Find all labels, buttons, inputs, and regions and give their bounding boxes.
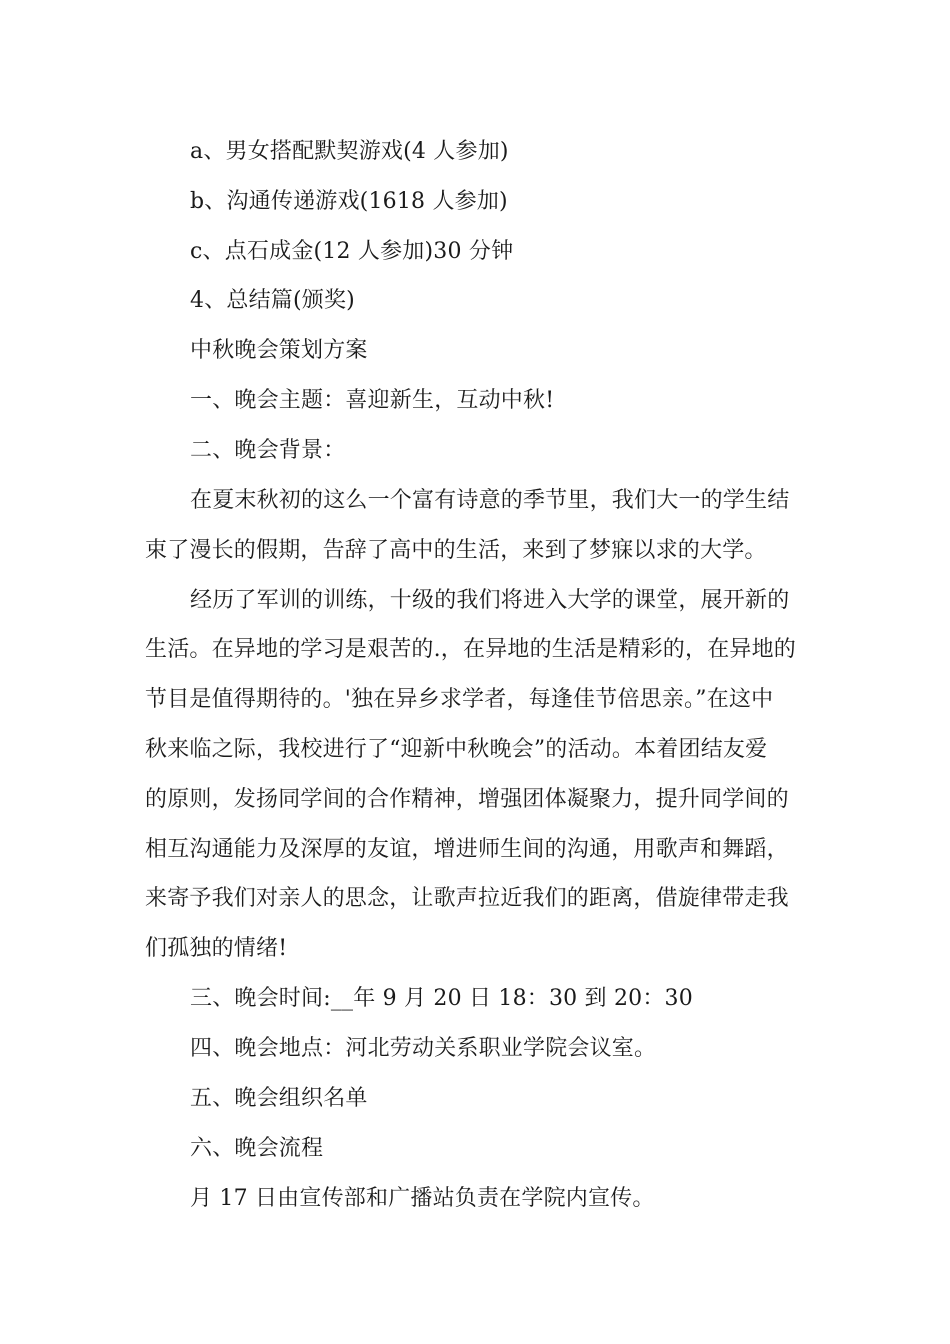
plan-title: 中秋晚会策划方案 <box>190 338 368 363</box>
background-paragraph-2-line-2: 生活。在异地的学习是艰苦的.，在异地的生活是精彩的，在异地的 <box>145 637 796 662</box>
background-paragraph-2-line-3: 节目是值得期待的。'独在异乡求学者，每逢佳节倍思亲。”在这中 <box>145 687 774 712</box>
background-paragraph-2-line-1: 经历了军训的训练，十级的我们将进入大学的课堂，展开新的 <box>190 588 790 613</box>
game-item-c: c、点石成金(12 人参加)30 分钟 <box>190 239 514 264</box>
background-paragraph-2-line-4: 秋来临之际，我校进行了“迎新中秋晚会”的活动。本着团结友爱 <box>145 737 768 762</box>
summary-section: 4、总结篇(颁奖) <box>190 288 355 313</box>
background-paragraph-2-line-6: 相互沟通能力及深厚的友谊，增进师生间的沟通，用歌声和舞蹈， <box>145 837 789 862</box>
background-paragraph-1-line-1: 在夏末秋初的这么一个富有诗意的季节里，我们大一的学生结 <box>190 488 790 513</box>
background-paragraph-2-line-8: 们孤独的情绪! <box>145 936 288 961</box>
section-organizers: 五、晚会组织名单 <box>190 1086 368 1111</box>
section-theme: 一、晚会主题：喜迎新生，互动中秋! <box>190 388 555 413</box>
section-location: 四、晚会地点：河北劳动关系职业学院会议室。 <box>190 1036 657 1061</box>
section-time: 三、晚会时间:__年 9 月 20 日 18：30 到 20：30 <box>190 986 693 1011</box>
background-paragraph-1-line-2: 束了漫长的假期，告辞了高中的生活，来到了梦寐以求的大学。 <box>145 538 767 563</box>
process-publicity-line: 月 17 日由宣传部和广播站负责在学院内宣传。 <box>190 1186 655 1211</box>
section-process: 六、晚会流程 <box>190 1136 324 1161</box>
game-item-a: a、男女搭配默契游戏(4 人参加) <box>190 139 509 164</box>
background-paragraph-2-line-7: 来寄予我们对亲人的思念，让歌声拉近我们的距离，借旋律带走我 <box>145 886 789 911</box>
section-background-heading: 二、晚会背景： <box>190 438 346 463</box>
game-item-b: b、沟通传递游戏(1618 人参加) <box>190 189 508 214</box>
background-paragraph-2-line-5: 的原则，发扬同学间的合作精神，增强团体凝聚力，提升同学间的 <box>145 787 789 812</box>
